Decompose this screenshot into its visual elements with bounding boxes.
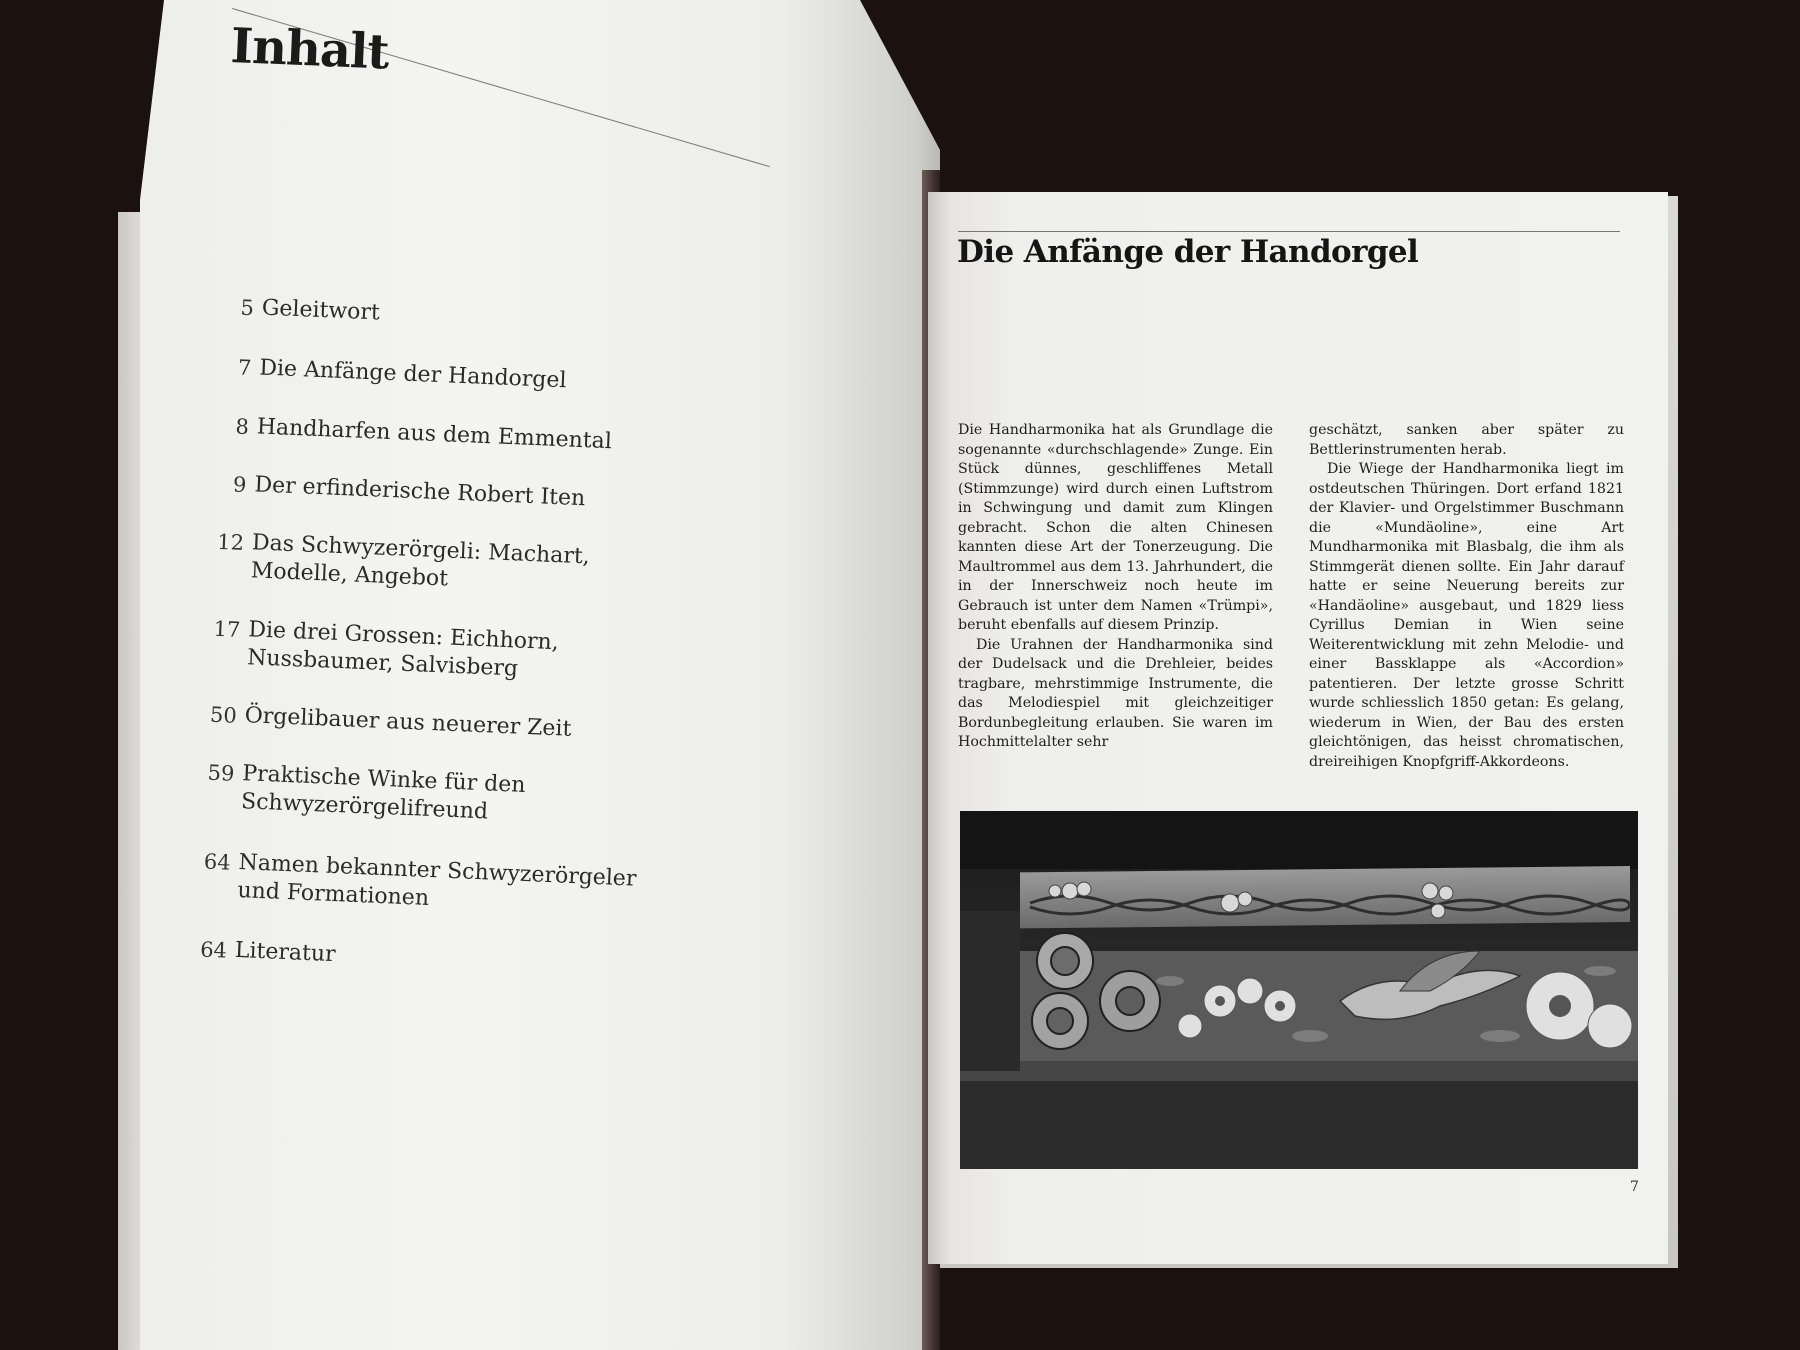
toc-page-number: 9 bbox=[232, 472, 247, 498]
toc-entry-title: Örgelibauer aus neuerer Zeit bbox=[244, 703, 572, 742]
toc-entry-title: Geleitwort bbox=[261, 295, 381, 326]
toc-entry bbox=[218, 353, 658, 394]
toc-entry-title: Namen bekannter Schwyzerörgeler und Formationen bbox=[236, 850, 637, 912]
toc-entry bbox=[211, 528, 651, 592]
toc-entry-title: Das Schwyzerörgeli: Machart, Modelle, Angebot bbox=[250, 530, 591, 592]
accordion-detail-image bbox=[960, 811, 1638, 1169]
toc-entry bbox=[207, 614, 647, 682]
toc-entry bbox=[213, 470, 653, 512]
toc-entry bbox=[203, 700, 643, 742]
toc-page-number: 12 bbox=[216, 529, 245, 555]
toc-page-number: 59 bbox=[207, 760, 235, 786]
text-column-right bbox=[1309, 421, 1624, 772]
toc-entry-title: Handharfen aus dem Emmental bbox=[256, 414, 613, 455]
toc-entry bbox=[197, 847, 637, 912]
paragraph: Die Wiege der Handharmonika liegt im ostdeutschen Thüringen. Dort erfand 1821 der Klavier- und Orgelstimmer Buschmann die «Mundäoline», eine Art Mundharmonika mit Blasbalg, die ihm als Stimmgerät dienen sollte. Ein Jahr darauf hatte er seine Neuerung bereits zur «Handäoline» ausgebaut, und 1829 liess Cyrillus Demian in Wien seine Weiterentwicklung mit zehn Melodie- und einer Bassklappe als «Accordion» patentieren. Der letzte grosse Schritt wurde schliesslich 1850 getan: Es gelang, wiederum in Wien, der Bau des ersten gleichtönigen, das heisst chromatischen, dreireihigen Knopfgriff-Akkordeons. bbox=[1309, 461, 1624, 770]
paragraph: Die Urahnen der Handharmonika sind der Dudelsack und die Drehleier, beides tragbare, mehrstimmige Instrumente, die das Melodiespiel mit gleichzeitiger Bordunbegleitung erlauben. Sie waren im Hochmittelalter sehr bbox=[958, 636, 1273, 750]
table-of-contents bbox=[192, 18, 932, 1006]
toc-page-number: 50 bbox=[209, 702, 238, 728]
toc-entry-title: Literatur bbox=[234, 937, 337, 968]
toc-entry bbox=[220, 293, 660, 326]
toc-entry bbox=[201, 758, 641, 825]
toc-entry bbox=[216, 412, 656, 455]
toc-entry-title: Die drei Grossen: Eichhorn, Nussbaumer, Salvisberg bbox=[246, 617, 560, 682]
page-number: 7 bbox=[1630, 1179, 1639, 1195]
toc-page-number: 64 bbox=[203, 849, 232, 875]
toc-page-number: 5 bbox=[240, 295, 255, 321]
toc-heading: Inhalt bbox=[229, 18, 390, 81]
toc-entry bbox=[194, 935, 634, 968]
toc-entry-title: Praktische Winke für den Schwyzerörgelifreund bbox=[240, 761, 526, 825]
toc-page-number: 64 bbox=[199, 937, 228, 963]
accordion-detail-photo bbox=[960, 811, 1638, 1169]
paragraph: Die Handharmonika hat als Grundlage die sogenannte «durchschlagende» Zunge. Ein Stück dünnes, geschliffenes Metall (Stimmzunge) wird durch einen Luftstrom in Schwingung und damit zum Klingen gebracht. Schon die alten Chinesen kannten diese Art der Tonerzeugung. Die Maultrommel aus dem 13. Jahrhundert, die in der Innerschweiz noch heute im Gebrauch ist unter dem Namen «Trümpi», beruht ebenfalls auf diesem Prinzip. bbox=[958, 422, 1273, 633]
toc-page-number: 8 bbox=[235, 414, 250, 440]
toc-page-number: 17 bbox=[213, 616, 241, 642]
text-column-left bbox=[958, 421, 1273, 753]
toc-entry-title: Die Anfänge der Handorgel bbox=[258, 355, 567, 394]
toc-entry-title: Der erfinderische Robert Iten bbox=[253, 472, 586, 512]
toc-page-number: 7 bbox=[237, 355, 252, 381]
paragraph: geschätzt, sanken aber später zu Bettlerinstrumenten herab. bbox=[1309, 422, 1624, 458]
heading-rule bbox=[958, 231, 1620, 232]
chapter-heading: Die Anfänge der Handorgel bbox=[957, 234, 1419, 270]
